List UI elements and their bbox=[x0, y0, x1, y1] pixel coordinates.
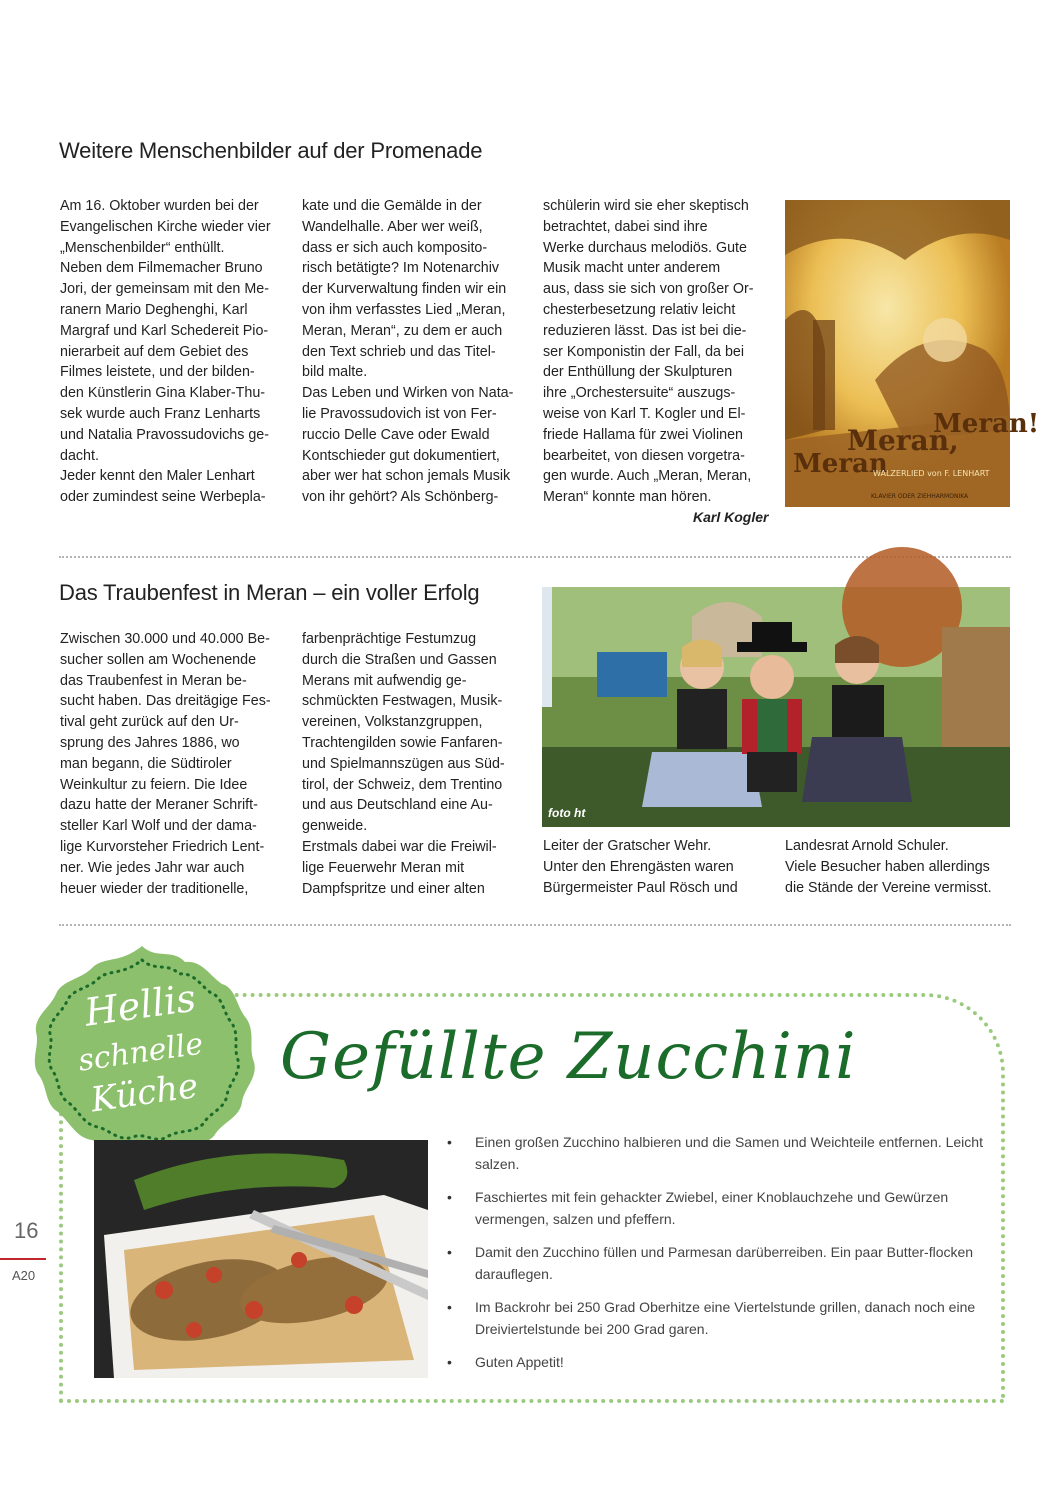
text-line: schülerin wird sie eher skeptisch bbox=[543, 198, 749, 214]
badge-shape bbox=[22, 940, 262, 1160]
text-line: steller Karl Wolf und der dama- bbox=[60, 818, 257, 835]
text-line: ranern Mario Deghenghi, Karl bbox=[60, 301, 248, 318]
text-line: Trachtengilden sowie Fanfaren- bbox=[302, 734, 503, 751]
text-line: chesterbesetzung relativ leicht bbox=[543, 301, 736, 318]
text-line: Am 16. Oktober wurden bei der bbox=[60, 198, 259, 214]
text-line: Merans mit aufwendig ge- bbox=[302, 672, 467, 689]
text-line: lige Kurvorsteher Friedrich Lent- bbox=[60, 838, 265, 855]
meran-poster-image bbox=[785, 200, 1040, 507]
traubenfest-photo bbox=[542, 587, 1010, 827]
text-line: reduzieren lässt. Das ist bei die- bbox=[543, 322, 747, 339]
text-line: farbenprächtige Festumzug bbox=[302, 631, 477, 647]
text-line: „Menschenbilder“ enthüllt. bbox=[60, 239, 225, 256]
badge-line-3: Küche bbox=[88, 1065, 201, 1121]
text-line: von ihm verfasstes Lied „Meran, bbox=[302, 301, 506, 318]
poster-footer: KLAVIER ODER ZIEHHARMONIKA bbox=[871, 493, 969, 500]
article1-column-2 bbox=[302, 196, 513, 508]
bullet-icon: • bbox=[447, 1299, 452, 1315]
text-line: tival geht zurück auf den Ur- bbox=[60, 714, 239, 731]
text-line: schmückten Festwagen, Musik- bbox=[302, 693, 503, 710]
text-line: die Stände der Vereine vermisst. bbox=[785, 879, 992, 896]
text-line: man begann, die Südtiroler bbox=[60, 755, 232, 772]
recipe-step-text: Guten Appetit! bbox=[475, 1354, 564, 1370]
text-line: risch betätigte? Im Notenarchiv bbox=[302, 260, 500, 277]
text-line: sprung des Jahres 1886, wo bbox=[60, 734, 240, 751]
recipe-step-text: Faschiertes mit fein gehackter Zwiebel, einer Knoblauchzehe und Gewürzen vermengen, salzen und pfeffern. bbox=[475, 1189, 949, 1227]
text-line: sucher sollen am Wochenende bbox=[60, 651, 257, 668]
text-line: Dampfspritze und einer alten bbox=[302, 880, 485, 897]
page-code: A20 bbox=[12, 1268, 36, 1283]
recipe-step bbox=[445, 1352, 985, 1374]
article1-column-1 bbox=[60, 196, 271, 508]
text-line: durch die Straßen und Gassen bbox=[302, 651, 497, 668]
recipe-step-text: Im Backrohr bei 250 Grad Oberhitze eine Viertelstunde grillen, danach noch eine Dreiviertelstunde bei 200 Grad garen. bbox=[475, 1299, 976, 1337]
text-line: kate und die Gemälde in der bbox=[302, 198, 482, 214]
text-line: und Natalia Pravossudovichs ge- bbox=[60, 426, 270, 443]
text-line: genweide. bbox=[302, 818, 368, 835]
text-line: ser Komponistin der Fall, da bei bbox=[543, 343, 745, 360]
separator-2 bbox=[59, 924, 1011, 926]
text-line: von ihr gehört? Als Schönberg- bbox=[302, 489, 499, 506]
text-line: nierarbeit auf dem Gebiet des bbox=[60, 343, 249, 360]
badge-line-1: Hellis bbox=[81, 975, 199, 1035]
text-line: Meran“ konnte man hören. bbox=[543, 489, 712, 506]
text-line: Margraf und Karl Schedereit Pio- bbox=[60, 322, 269, 339]
text-line: lige Feuerwehr Meran mit bbox=[302, 859, 465, 876]
recipe-step bbox=[445, 1132, 985, 1175]
text-line: Filmes leistete, und der bilden- bbox=[60, 364, 255, 381]
bullet-icon: • bbox=[447, 1189, 452, 1205]
text-line: Jori, der gemeinsam mit den Me- bbox=[60, 281, 269, 298]
poster-illustration bbox=[785, 200, 1040, 507]
bullet-icon: • bbox=[447, 1354, 452, 1370]
bullet-icon: • bbox=[447, 1134, 452, 1150]
recipe-title: Gefüllte Zucchini bbox=[280, 1020, 857, 1094]
text-line: tirol, der Schweiz, dem Trentino bbox=[302, 776, 503, 793]
recipe-badge bbox=[22, 940, 262, 1160]
text-line: Leiter der Gratscher Wehr. bbox=[543, 838, 712, 854]
text-line: Erstmals dabei war die Freiwil- bbox=[302, 838, 497, 855]
text-line: das Traubenfest in Meran be- bbox=[60, 672, 247, 689]
text-line: Landesrat Arnold Schuler. bbox=[785, 838, 949, 854]
text-line: ner. Wie jedes Jahr war auch bbox=[60, 859, 245, 876]
recipe-step-text: Damit den Zucchino füllen und Parmesan darüberreiben. Ein paar Butter-flocken darauflegen. bbox=[475, 1244, 974, 1282]
text-line: Jeder kennt den Maler Lenhart bbox=[60, 468, 255, 485]
text-line: Unter den Ehrengästen waren bbox=[543, 858, 734, 875]
text-line: den Text schrieb und das Titel- bbox=[302, 343, 496, 360]
recipe-step bbox=[445, 1187, 985, 1230]
text-line: dass er sich auch komposito- bbox=[302, 239, 488, 256]
recipe-step bbox=[445, 1242, 985, 1285]
recipe-step-text: Einen großen Zucchino halbieren und die Samen und Weichteile entfernen. Leicht salzen. bbox=[475, 1134, 983, 1172]
article2-column-4 bbox=[785, 836, 992, 898]
zucchini-illustration bbox=[94, 1140, 428, 1378]
text-line: Zwischen 30.000 und 40.000 Be- bbox=[60, 631, 270, 647]
text-line: Bürgermeister Paul Rösch und bbox=[543, 879, 738, 896]
text-line: heuer wieder der traditionelle, bbox=[60, 880, 249, 897]
text-line: und aus Deutschland eine Au- bbox=[302, 797, 493, 814]
poster-word-3: Meran! bbox=[933, 409, 1040, 439]
text-line: vereinen, Volkstanzgruppen, bbox=[302, 714, 483, 731]
text-line: Werke durchaus melodiös. Gute bbox=[543, 239, 747, 256]
article2-column-3 bbox=[543, 836, 738, 898]
article1-column-3 bbox=[543, 196, 754, 508]
text-line: Das Leben und Wirken von Nata- bbox=[302, 385, 514, 402]
text-line: den Künstlerin Gina Klaber-Thu- bbox=[60, 385, 266, 402]
text-line: sucht haben. Das dreitägige Fes- bbox=[60, 693, 271, 710]
photo-credit: foto ht bbox=[548, 806, 586, 820]
text-line: friede Hallama für zwei Violinen bbox=[543, 426, 743, 443]
poster-word-1: Meran bbox=[793, 449, 888, 479]
text-line: Evangelischen Kirche wieder vier bbox=[60, 218, 271, 235]
text-line: gen wurde. Auch „Meran, Meran, bbox=[543, 468, 752, 485]
text-line: Musik macht unter anderem bbox=[543, 260, 721, 277]
text-line: Neben dem Filmemacher Bruno bbox=[60, 260, 263, 277]
text-line: Viele Besucher haben allerdings bbox=[785, 858, 990, 875]
text-line: Wandelhalle. Aber wer weiß, bbox=[302, 218, 483, 235]
article2-column-2 bbox=[302, 629, 505, 899]
page-number-rule bbox=[0, 1258, 46, 1260]
article2-headline: Das Traubenfest in Meran – ein voller Erfolg bbox=[59, 580, 480, 605]
badge-line-2: schnelle bbox=[76, 1026, 206, 1079]
text-line: der Enthüllung der Skulpturen bbox=[543, 364, 733, 381]
text-line: Weinkultur zu feiern. Die Idee bbox=[60, 776, 248, 793]
text-line: betrachtet, dabei sind ihre bbox=[543, 218, 708, 235]
text-line: dacht. bbox=[60, 447, 99, 464]
text-line: aus, dass sie sich von großer Or- bbox=[543, 281, 754, 298]
text-line: der Kurverwaltung finden wir ein bbox=[302, 281, 507, 298]
article1-author: Karl Kogler bbox=[693, 509, 769, 525]
recipe-step bbox=[445, 1297, 985, 1340]
recipe-steps bbox=[445, 1132, 985, 1386]
text-line: aber wer hat schon jemals Musik bbox=[302, 468, 511, 485]
page-number: 16 bbox=[14, 1218, 39, 1243]
text-line: und Spielmannszügen aus Süd- bbox=[302, 755, 505, 772]
text-line: oder zumindest seine Werbepla- bbox=[60, 489, 266, 506]
text-line: bearbeitet, von diesen vorgetra- bbox=[543, 447, 745, 464]
zucchini-photo bbox=[94, 1140, 428, 1378]
text-line: lie Pravossudovich ist von Fer- bbox=[302, 405, 497, 422]
text-line: sek wurde auch Franz Lenharts bbox=[60, 405, 261, 422]
text-line: dazu hatte der Meraner Schrift- bbox=[60, 797, 258, 814]
article2-column-1 bbox=[60, 629, 271, 899]
text-line: bild malte. bbox=[302, 364, 368, 381]
bullet-icon: • bbox=[447, 1244, 452, 1260]
poster-word-2: Meran, bbox=[847, 424, 959, 457]
text-line: ihre „Orchestersuite“ auszugs- bbox=[543, 385, 736, 402]
poster-subtitle: WALZERLIED von F. LENHART bbox=[873, 469, 990, 478]
text-line: Meran, Meran“, zu dem er auch bbox=[302, 322, 503, 339]
text-line: ruccio Delle Cave oder Ewald bbox=[302, 426, 490, 443]
article1-headline: Weitere Menschenbilder auf der Promenade bbox=[59, 138, 483, 163]
text-line: weise von Karl T. Kogler und El- bbox=[543, 405, 746, 422]
traubenfest-illustration bbox=[542, 587, 1010, 827]
text-line: Kontschieder gut dokumentiert, bbox=[302, 447, 500, 464]
